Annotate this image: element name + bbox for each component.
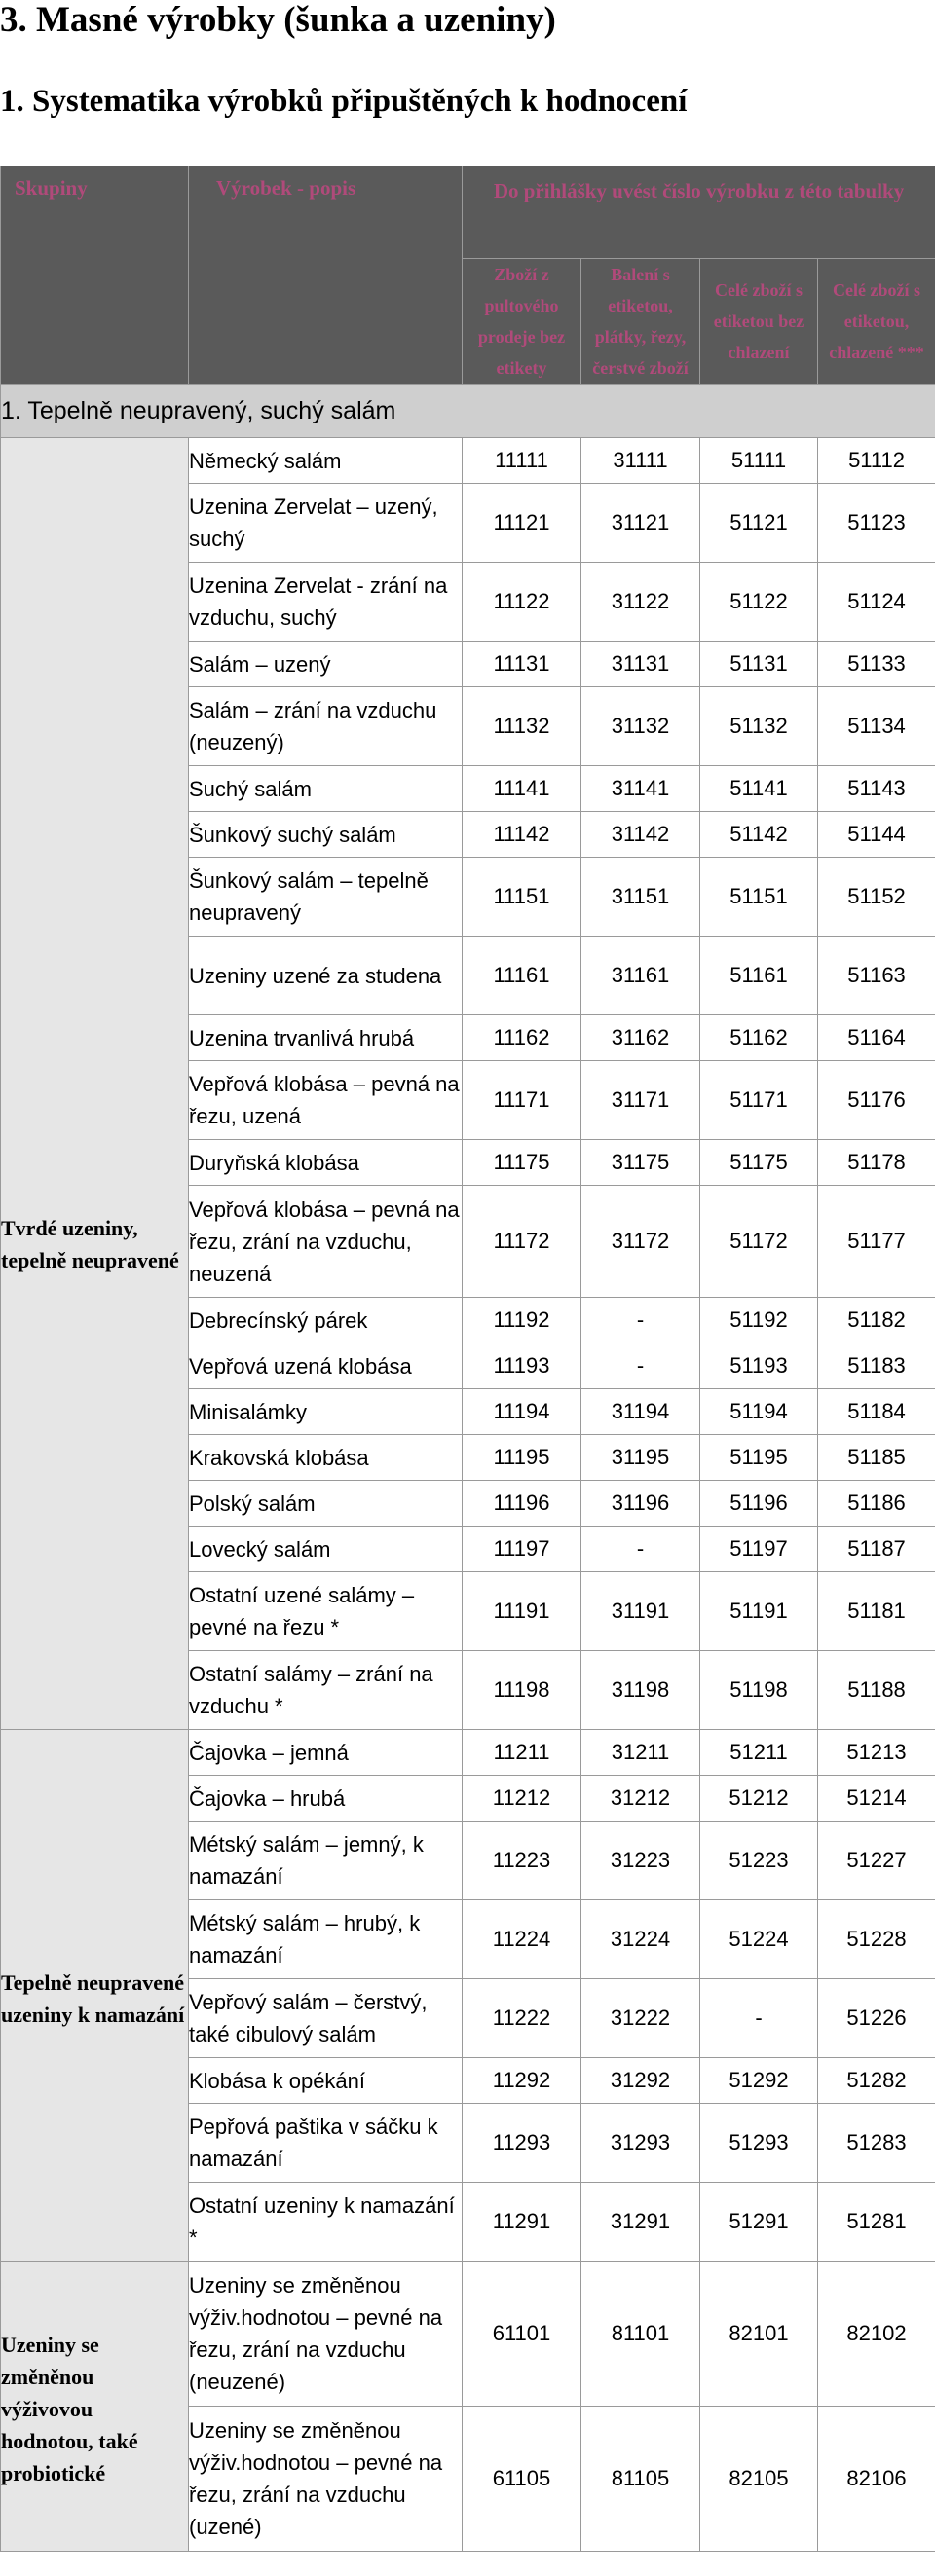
product-code-col3: 51193	[700, 1343, 818, 1389]
product-code-col2: 31293	[581, 2104, 700, 2183]
product-code-col1: 11293	[463, 2104, 581, 2183]
product-code-col1: 11111	[463, 438, 581, 484]
product-code-col4: 51282	[818, 2058, 935, 2104]
product-code-col3: 51212	[700, 1776, 818, 1822]
product-code-col3: 51172	[700, 1186, 818, 1298]
product-code-col4: 51188	[818, 1651, 935, 1730]
product-code-col1: 11172	[463, 1186, 581, 1298]
product-code-col3: 51293	[700, 2104, 818, 2183]
product-code-col1: 11175	[463, 1140, 581, 1186]
product-description: Uzenina Zervelat - zrání na vzduchu, suchý	[189, 563, 463, 642]
product-code-col2: -	[581, 1527, 700, 1572]
product-code-col2: 31195	[581, 1435, 700, 1481]
product-code-col4: 82102	[818, 2262, 935, 2407]
product-code-col2: 31111	[581, 438, 700, 484]
product-code-col4: 51226	[818, 1979, 935, 2058]
product-description: Lovecký salám	[189, 1527, 463, 1572]
table-row	[1, 1730, 935, 1776]
product-code-col3: 51211	[700, 1730, 818, 1776]
table-body	[1, 438, 935, 2552]
product-code-col3: 51197	[700, 1527, 818, 1572]
product-description: Métský salám – hrubý, k namazání	[189, 1900, 463, 1979]
product-description: Ostatní uzené salámy – pevné na řezu *	[189, 1572, 463, 1651]
product-code-col4: 51112	[818, 438, 935, 484]
product-description: Métský salám – jemný, k namazání	[189, 1822, 463, 1900]
product-code-col1: 11122	[463, 563, 581, 642]
product-code-col3: 51198	[700, 1651, 818, 1730]
product-code-col3: 51132	[700, 687, 818, 766]
product-code-col3: 51142	[700, 812, 818, 858]
product-code-col1: 11192	[463, 1298, 581, 1343]
header-sub-4: Celé zboží s etiketou, chlazené ***	[818, 259, 935, 385]
page-title: 3. Masné výrobky (šunka a uzeniny)	[0, 0, 556, 40]
product-code-col2: 31292	[581, 2058, 700, 2104]
product-code-col2: 31224	[581, 1900, 700, 1979]
product-code-col4: 51227	[818, 1822, 935, 1900]
product-code-col4: 51283	[818, 2104, 935, 2183]
product-code-col4: 51213	[818, 1730, 935, 1776]
product-code-col4: 51176	[818, 1061, 935, 1140]
product-code-col3: 51192	[700, 1298, 818, 1343]
product-description: Čajovka – hrubá	[189, 1776, 463, 1822]
product-description: Polský salám	[189, 1481, 463, 1527]
product-code-col1: 11191	[463, 1572, 581, 1651]
product-table	[0, 166, 935, 2552]
product-code-col4: 82106	[818, 2407, 935, 2552]
group-cell	[1, 1730, 189, 2262]
product-code-col3: 51194	[700, 1389, 818, 1435]
product-code-col4: 51186	[818, 1481, 935, 1527]
product-code-col4: 51143	[818, 766, 935, 812]
group-cell	[1, 2262, 189, 2552]
product-code-col1: 11131	[463, 642, 581, 687]
product-code-col2: 31131	[581, 642, 700, 687]
product-code-col2: -	[581, 1298, 700, 1343]
product-description: Minisalámky	[189, 1389, 463, 1435]
product-code-col3: 51171	[700, 1061, 818, 1140]
product-code-col3: 51161	[700, 937, 818, 1015]
product-code-col1: 11197	[463, 1527, 581, 1572]
product-description: Pepřová paštika v sáčku k namazání	[189, 2104, 463, 2183]
product-code-col1: 11223	[463, 1822, 581, 1900]
product-code-col1: 11162	[463, 1015, 581, 1061]
product-description: Čajovka – jemná	[189, 1730, 463, 1776]
product-description: Německý salám	[189, 438, 463, 484]
section-subtitle: 1. Systematika výrobků připuštěných k hodnocení	[0, 84, 688, 119]
product-code-col4: 51163	[818, 937, 935, 1015]
section-heading: 1. Tepelně neupravený, suchý salám	[1, 385, 935, 438]
product-code-col3: 51195	[700, 1435, 818, 1481]
product-code-col2: 31191	[581, 1572, 700, 1651]
product-code-col4: 51184	[818, 1389, 935, 1435]
product-code-col1: 11291	[463, 2183, 581, 2262]
product-code-col4: 51185	[818, 1435, 935, 1481]
group-cell	[1, 438, 189, 1730]
product-description: Šunkový salám – tepelně neupravený	[189, 858, 463, 937]
product-code-col2: 31121	[581, 484, 700, 563]
product-code-col3: 51162	[700, 1015, 818, 1061]
product-code-col2: 31175	[581, 1140, 700, 1186]
product-description: Salám – zrání na vzduchu (neuzený)	[189, 687, 463, 766]
product-code-col3: 51141	[700, 766, 818, 812]
product-code-col2: 31196	[581, 1481, 700, 1527]
product-code-col4: 51182	[818, 1298, 935, 1343]
product-code-col1: 61101	[463, 2262, 581, 2407]
table-row	[1, 438, 935, 484]
product-code-col2: 31291	[581, 2183, 700, 2262]
product-code-col4: 51181	[818, 1572, 935, 1651]
product-code-col2: 31142	[581, 812, 700, 858]
product-code-col1: 11121	[463, 484, 581, 563]
product-code-col3: 51191	[700, 1572, 818, 1651]
product-description: Vepřová klobása – pevná na řezu, uzená	[189, 1061, 463, 1140]
product-code-col3: 51122	[700, 563, 818, 642]
header-codes: Do přihlášky uvést číslo výrobku z této tabulky	[463, 166, 935, 259]
product-code-col2: 31223	[581, 1822, 700, 1900]
table-row	[1, 2262, 935, 2407]
product-code-col4: 51144	[818, 812, 935, 858]
product-code-col4: 51214	[818, 1776, 935, 1822]
product-code-col4: 51281	[818, 2183, 935, 2262]
product-code-col4: 51178	[818, 1140, 935, 1186]
product-description: Vepřový salám – čerstvý, také cibulový salám	[189, 1979, 463, 2058]
product-code-col2: -	[581, 1343, 700, 1389]
product-code-col1: 11198	[463, 1651, 581, 1730]
product-code-col2: 31172	[581, 1186, 700, 1298]
product-description: Uzenina Zervelat – uzený, suchý	[189, 484, 463, 563]
product-code-col3: -	[700, 1979, 818, 2058]
product-code-col1: 11193	[463, 1343, 581, 1389]
product-code-col4: 51134	[818, 687, 935, 766]
product-code-col1: 61105	[463, 2407, 581, 2552]
header-sub-3: Celé zboží s etiketou bez chlazení	[700, 259, 818, 385]
product-code-col2: 31211	[581, 1730, 700, 1776]
product-code-col3: 82105	[700, 2407, 818, 2552]
product-description: Klobása k opékání	[189, 2058, 463, 2104]
product-code-col2: 31122	[581, 563, 700, 642]
product-code-col1: 11142	[463, 812, 581, 858]
product-description: Duryňská klobása	[189, 1140, 463, 1186]
product-code-col4: 51228	[818, 1900, 935, 1979]
product-description: Uzenina trvanlivá hrubá	[189, 1015, 463, 1061]
product-code-col3: 51223	[700, 1822, 818, 1900]
product-code-col2: 31141	[581, 766, 700, 812]
product-code-col1: 11224	[463, 1900, 581, 1979]
product-code-col2: 31171	[581, 1061, 700, 1140]
product-code-col4: 51124	[818, 563, 935, 642]
product-code-col2: 31151	[581, 858, 700, 937]
group-label: Uzeniny se změněnou výživovou hodnotou, také probiotické	[1, 2333, 138, 2485]
product-code-col1: 11196	[463, 1481, 581, 1527]
product-code-col1: 11211	[463, 1730, 581, 1776]
product-code-col4: 51164	[818, 1015, 935, 1061]
product-code-col2: 81101	[581, 2262, 700, 2407]
group-label: Tepelně neupravené uzeniny k namazání	[1, 1969, 185, 2027]
product-code-col3: 51196	[700, 1481, 818, 1527]
product-code-col3: 51131	[700, 642, 818, 687]
product-code-col2: 31194	[581, 1389, 700, 1435]
product-description: Ostatní uzeniny k namazání *	[189, 2183, 463, 2262]
product-code-col3: 51151	[700, 858, 818, 937]
product-code-col4: 51177	[818, 1186, 935, 1298]
header-product: Výrobek - popis	[189, 166, 463, 385]
product-code-col3: 51292	[700, 2058, 818, 2104]
product-code-col2: 31198	[581, 1651, 700, 1730]
product-code-col2: 31132	[581, 687, 700, 766]
product-code-col1: 11141	[463, 766, 581, 812]
header-groups: Skupiny	[1, 166, 189, 385]
product-code-col1: 11222	[463, 1979, 581, 2058]
header-sub-1: Zboží z pultového prodeje bez etikety	[463, 259, 581, 385]
product-code-col3: 51121	[700, 484, 818, 563]
product-code-col3: 51291	[700, 2183, 818, 2262]
product-code-col3: 51224	[700, 1900, 818, 1979]
header-sub-2: Balení s etiketou, plátky, řezy, čerstvé zboží	[581, 259, 700, 385]
product-description: Vepřová uzená klobása	[189, 1343, 463, 1389]
product-code-col1: 11171	[463, 1061, 581, 1140]
product-code-col2: 31222	[581, 1979, 700, 2058]
product-code-col1: 11195	[463, 1435, 581, 1481]
product-code-col4: 51133	[818, 642, 935, 687]
product-description: Krakovská klobása	[189, 1435, 463, 1481]
product-code-col2: 31162	[581, 1015, 700, 1061]
product-code-col1: 11132	[463, 687, 581, 766]
product-code-col4: 51187	[818, 1527, 935, 1572]
product-code-col2: 31212	[581, 1776, 700, 1822]
product-code-col3: 51111	[700, 438, 818, 484]
product-description: Uzeniny se změněnou výživ.hodnotou – pevné na řezu, zrání na vzduchu (neuzené)	[189, 2262, 463, 2407]
product-code-col3: 82101	[700, 2262, 818, 2407]
product-description: Ostatní salámy – zrání na vzduchu *	[189, 1651, 463, 1730]
product-description: Uzeniny uzené za studena	[189, 937, 463, 1015]
product-description: Šunkový suchý salám	[189, 812, 463, 858]
product-code-col1: 11212	[463, 1776, 581, 1822]
product-code-col4: 51123	[818, 484, 935, 563]
product-code-col4: 51183	[818, 1343, 935, 1389]
product-code-col1: 11194	[463, 1389, 581, 1435]
product-description: Debrecínský párek	[189, 1298, 463, 1343]
product-code-col4: 51152	[818, 858, 935, 937]
product-code-col2: 81105	[581, 2407, 700, 2552]
group-label: Tvrdé uzeniny, tepelně neupravené	[1, 1216, 179, 1272]
product-description: Uzeniny se změněnou výživ.hodnotou – pevné na řezu, zrání na vzduchu (uzené)	[189, 2407, 463, 2552]
product-description: Suchý salám	[189, 766, 463, 812]
product-description: Vepřová klobása – pevná na řezu, zrání na vzduchu, neuzená	[189, 1186, 463, 1298]
product-code-col1: 11151	[463, 858, 581, 937]
product-code-col1: 11292	[463, 2058, 581, 2104]
product-code-col1: 11161	[463, 937, 581, 1015]
product-code-col2: 31161	[581, 937, 700, 1015]
product-description: Salám – uzený	[189, 642, 463, 687]
product-code-col3: 51175	[700, 1140, 818, 1186]
